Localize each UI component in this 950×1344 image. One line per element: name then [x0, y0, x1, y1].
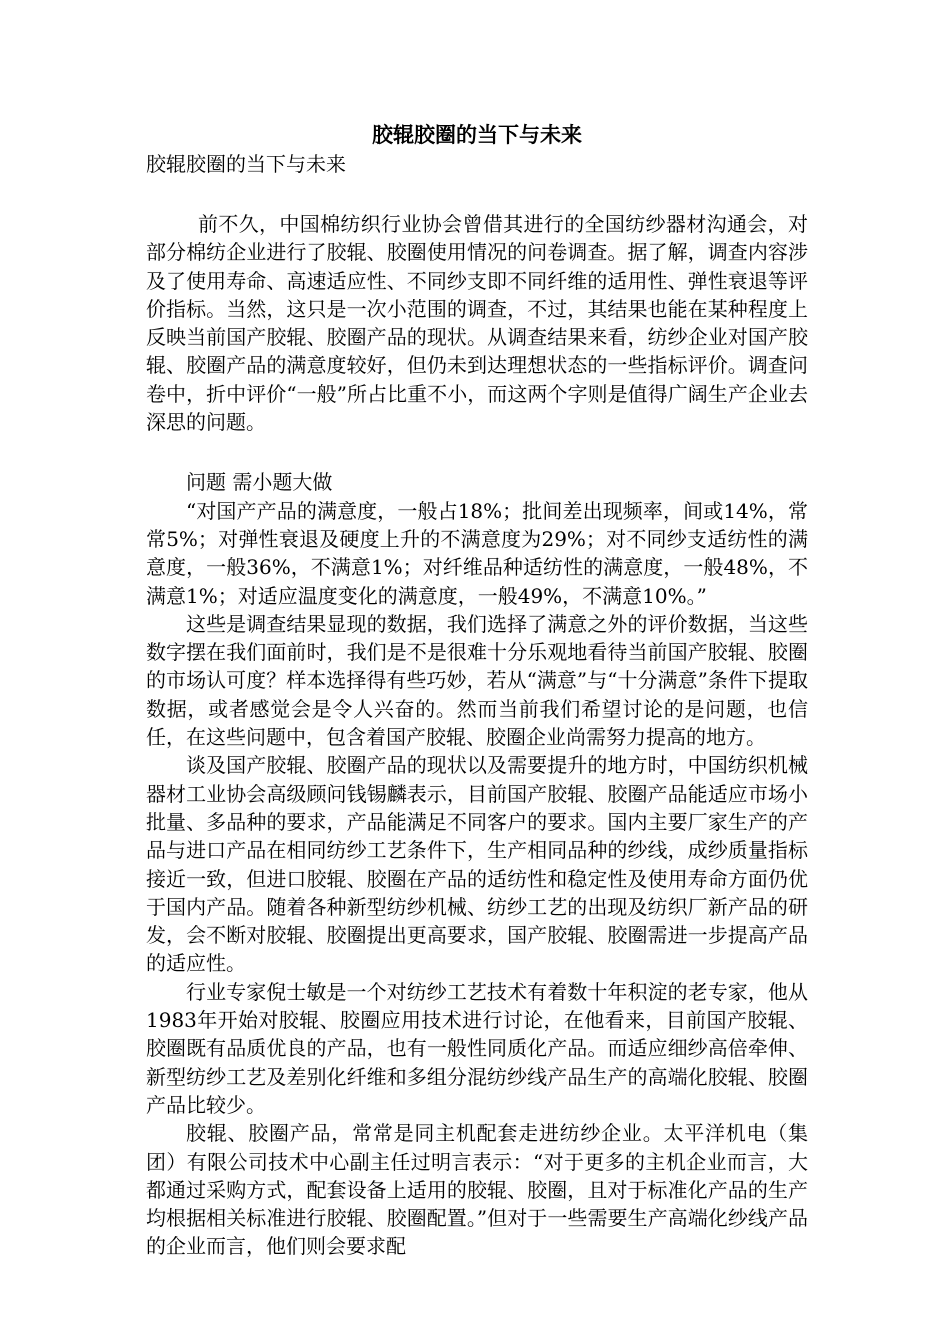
intro-paragraph: 前不久，中国棉纺织行业协会曾借其进行的全国纺纱器材沟通会，对部分棉纺企业进行了胶辊、胶圈使用情况的问卷调查。据了解，调查内容涉及了使用寿命、高速适应性、不同纱支即不同纤维的适用性、弹性衰退等评价指标。当然，这只是一次小范围的调查，不过，其结果也能在某种程度上反映当前国产胶辊、胶圈产品的现状。从调查结果来看，纺纱企业对国产胶辊、胶圈产品的满意度较好，但仍未到达理想状态的一些指标评价。调查问卷中，折中评价“一般”所占比重不小，而这两个字则是值得广阔生产企业去深思的问题。	[146, 212, 808, 435]
body-paragraph-expert-ni: 行业专家倪士敏是一个对纺纱工艺技术有着数十年积淀的老专家，他从1983年开始对胶辊、胶圈应用技术进行讨论，在他看来，目前国产胶辊、胶圈既有品质优良的产品，也有一般性同质化产品。而适应细纱高倍牵伸、新型纺纱工艺及差别化纤维和多组分混纺纱线产品生产的高端化胶辊、胶圈产品比较少。	[146, 979, 808, 1117]
document-title: 胶辊胶圈的当下与未来	[372, 122, 582, 147]
document-page	[146, 120, 808, 1261]
body-paragraph-survey-data: “对国产产品的满意度，一般占18%；批间差出现频率，间或14%，常常5%；对弹性衰退及硬度上升的不满意度为29%；对不同纱支适纺性的满意度，一般36%，不满意1%；对纤维品种适纺性的满意度，一般48%，不满意1%；对适应温度变化的满意度，一般49%，不满意10%。”	[146, 498, 808, 608]
body-paragraph-oem-supply: 胶辊、胶圈产品，常常是同主机配套走进纺纱企业。太平洋机电（集团）有限公司技术中心副主任过明言表示：“对于更多的主机企业而言，大都通过采购方式，配套设备上适用的胶辊、胶圈，且对于标准化产品的生产均根据相关标准进行胶辊、胶圈配置。”但对于一些需要生产高端化纱线产品的企业而言，他们则会要求配	[146, 1121, 808, 1259]
document-subtitle: 胶辊胶圈的当下与未来	[146, 152, 346, 176]
body-paragraph-analysis: 这些是调查结果显现的数据，我们选择了满意之外的评价数据，当这些数字摆在我们面前时，我们是不是很难十分乐观地看待当前国产胶辊、胶圈的市场认可度？样本选择得有些巧妙，若从“满意”与“十分满意”条件下提取数据，或者感觉会是令人兴奋的。然而当前我们希望讨论的是问题，也信任，在这些问题中，包含着国产胶辊、胶圈企业尚需努力提高的地方。	[146, 611, 808, 750]
section-heading: 问题 需小题大做	[186, 470, 333, 495]
body-paragraph-expert-qian: 谈及国产胶辊、胶圈产品的现状以及需要提升的地方时，中国纺织机械器材工业协会高级顾问钱锡麟表示，目前国产胶辊、胶圈产品能适应市场小批量、多品种的要求，产品能满足不同客户的要求。国内主要厂家生产的产品与进口产品在相同纺纱工艺条件下，生产相同品种的纱线，成纱质量指标接近一致，但进口胶辊、胶圈在产品的适纺性和稳定性及使用寿命方面仍优于国内产品。随着各种新型纺纱机械、纺纱工艺的出现及纺织厂新产品的研发，会不断对胶辊、胶圈提出更高要求，国产胶辊、胶圈需进一步提高产品的适应性。	[146, 753, 808, 976]
